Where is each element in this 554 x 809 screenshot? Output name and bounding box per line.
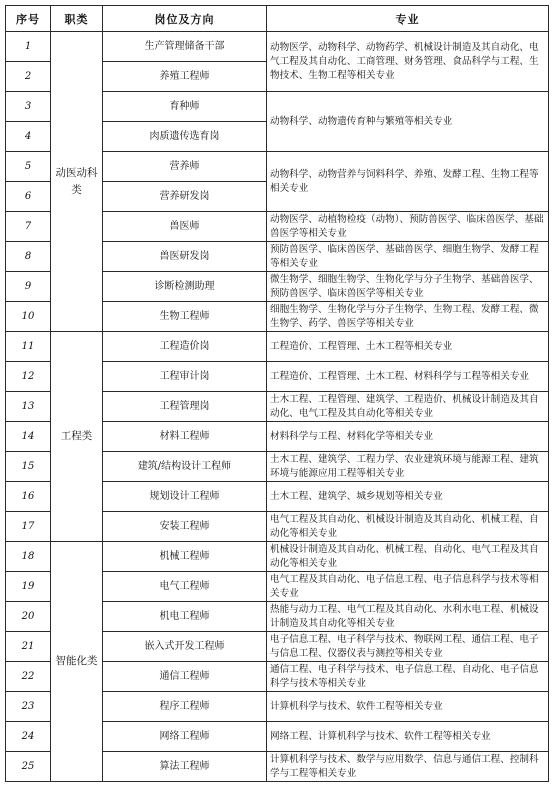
row-number: 2 (6, 62, 51, 92)
position-cell: 诊断检测助理 (103, 272, 267, 302)
position-cell: 算法工程师 (103, 752, 267, 782)
major-cell: 动物科学、动物营养与饲料科学、养殖、发酵工程、生物工程等相关专业 (267, 152, 549, 212)
header-category: 职类 (51, 6, 103, 32)
position-cell: 生物工程师 (103, 302, 267, 332)
row-number: 24 (6, 722, 51, 752)
row-number: 19 (6, 572, 51, 602)
row-number: 23 (6, 692, 51, 722)
table-row (6, 332, 549, 362)
table-header-row (6, 6, 549, 32)
row-number: 14 (6, 422, 51, 452)
row-number: 4 (6, 122, 51, 152)
job-table (5, 5, 549, 782)
row-number: 11 (6, 332, 51, 362)
row-number: 9 (6, 272, 51, 302)
major-cell: 动物医学、动物科学、动物药学、机械设计制造及其自动化、电气工程及其自动化、工商管理、财务管理、食品科学与工程、生物技术、生物工程等相关专业 (267, 32, 549, 92)
position-cell: 兽医研发岗 (103, 242, 267, 272)
row-number: 15 (6, 452, 51, 482)
row-number: 5 (6, 152, 51, 182)
major-cell: 网络工程、计算机科学与技术、软件工程等相关专业 (267, 722, 549, 752)
row-number: 3 (6, 92, 51, 122)
position-cell: 养殖工程师 (103, 62, 267, 92)
position-cell: 程序工程师 (103, 692, 267, 722)
position-cell: 育种师 (103, 92, 267, 122)
position-cell: 工程造价岗 (103, 332, 267, 362)
position-cell: 材料工程师 (103, 422, 267, 452)
position-cell: 安装工程师 (103, 512, 267, 542)
major-cell: 热能与动力工程、电气工程及其自动化、水利水电工程、机械设计制造及其自动化等相关专业 (267, 602, 549, 632)
major-cell: 电气工程及其自动化、电子信息工程、电子信息科学与技术等相关专业 (267, 572, 549, 602)
position-cell: 网络工程师 (103, 722, 267, 752)
category-cell: 智能化类 (51, 542, 103, 782)
major-cell: 工程造价、工程管理、土木工程等相关专业 (267, 332, 549, 362)
row-number: 6 (6, 182, 51, 212)
row-number: 7 (6, 212, 51, 242)
header-no: 序号 (6, 6, 51, 32)
major-cell: 机械设计制造及其自动化、机械工程、自动化、电气工程及其自动化等相关专业 (267, 542, 549, 572)
major-cell: 动物医学、动植物检疫（动物）、预防兽医学、临床兽医学、基础兽医学等相关专业 (267, 212, 549, 242)
major-cell: 微生物学、细胞生物学、生物化学与分子生物学、基础兽医学、预防兽医学、临床兽医学等相关专业 (267, 272, 549, 302)
position-cell: 机械工程师 (103, 542, 267, 572)
row-number: 21 (6, 632, 51, 662)
row-number: 1 (6, 32, 51, 62)
major-cell: 土木工程、工程管理、建筑学、工程造价、机械设计制造及其自动化、电气工程及其自动化等相关专业 (267, 392, 549, 422)
major-cell: 计算机科学与技术、数学与应用数学、信息与通信工程、控制科学与工程等相关专业 (267, 752, 549, 782)
position-cell: 营养师 (103, 152, 267, 182)
major-cell: 土木工程、建筑学、城乡规划等相关专业 (267, 482, 549, 512)
major-cell: 电气工程及其自动化、机械设计制造及其自动化、机械工程、自动化等相关专业 (267, 512, 549, 542)
row-number: 16 (6, 482, 51, 512)
table-row (6, 32, 549, 62)
position-cell: 规划设计工程师 (103, 482, 267, 512)
category-cell: 工程类 (51, 332, 103, 542)
major-cell: 土木工程、建筑学、工程力学、农业建筑环境与能源工程、建筑环境与能源应用工程等相关专业 (267, 452, 549, 482)
major-cell: 通信工程、电子科学与技术、电子信息工程、自动化、电子信息科学与技术等相关专业 (267, 662, 549, 692)
row-number: 12 (6, 362, 51, 392)
position-cell: 肉质遗传选育岗 (103, 122, 267, 152)
major-cell: 预防兽医学、临床兽医学、基础兽医学、细胞生物学、发酵工程等相关专业 (267, 242, 549, 272)
position-cell: 工程管理岗 (103, 392, 267, 422)
major-cell: 电子信息工程、电子科学与技术、物联网工程、通信工程、电子与信息工程、仪器仪表与测控等相关专业 (267, 632, 549, 662)
position-cell: 建筑/结构设计工程师 (103, 452, 267, 482)
major-cell: 细胞生物学、生物化学与分子生物学、生物工程、发酵工程、微生物学、药学、兽医学等相关专业 (267, 302, 549, 332)
row-number: 20 (6, 602, 51, 632)
row-number: 13 (6, 392, 51, 422)
row-number: 25 (6, 752, 51, 782)
row-number: 17 (6, 512, 51, 542)
position-cell: 兽医师 (103, 212, 267, 242)
header-major: 专业 (267, 6, 549, 32)
position-cell: 电气工程师 (103, 572, 267, 602)
row-number: 18 (6, 542, 51, 572)
position-cell: 生产管理储备干部 (103, 32, 267, 62)
header-position: 岗位及方向 (103, 6, 267, 32)
major-cell: 计算机科学与技术、软件工程等相关专业 (267, 692, 549, 722)
major-cell: 工程造价、工程管理、土木工程、材料科学与工程等相关专业 (267, 362, 549, 392)
row-number: 10 (6, 302, 51, 332)
major-cell: 动物科学、动物遗传育种与繁殖等相关专业 (267, 92, 549, 152)
position-cell: 通信工程师 (103, 662, 267, 692)
position-cell: 机电工程师 (103, 602, 267, 632)
row-number: 22 (6, 662, 51, 692)
row-number: 8 (6, 242, 51, 272)
position-cell: 工程审计岗 (103, 362, 267, 392)
position-cell: 营养研发岗 (103, 182, 267, 212)
major-cell: 材料科学与工程、材料化学等相关专业 (267, 422, 549, 452)
category-cell: 动医动科类 (51, 32, 103, 332)
position-cell: 嵌入式开发工程师 (103, 632, 267, 662)
table-row (6, 542, 549, 572)
